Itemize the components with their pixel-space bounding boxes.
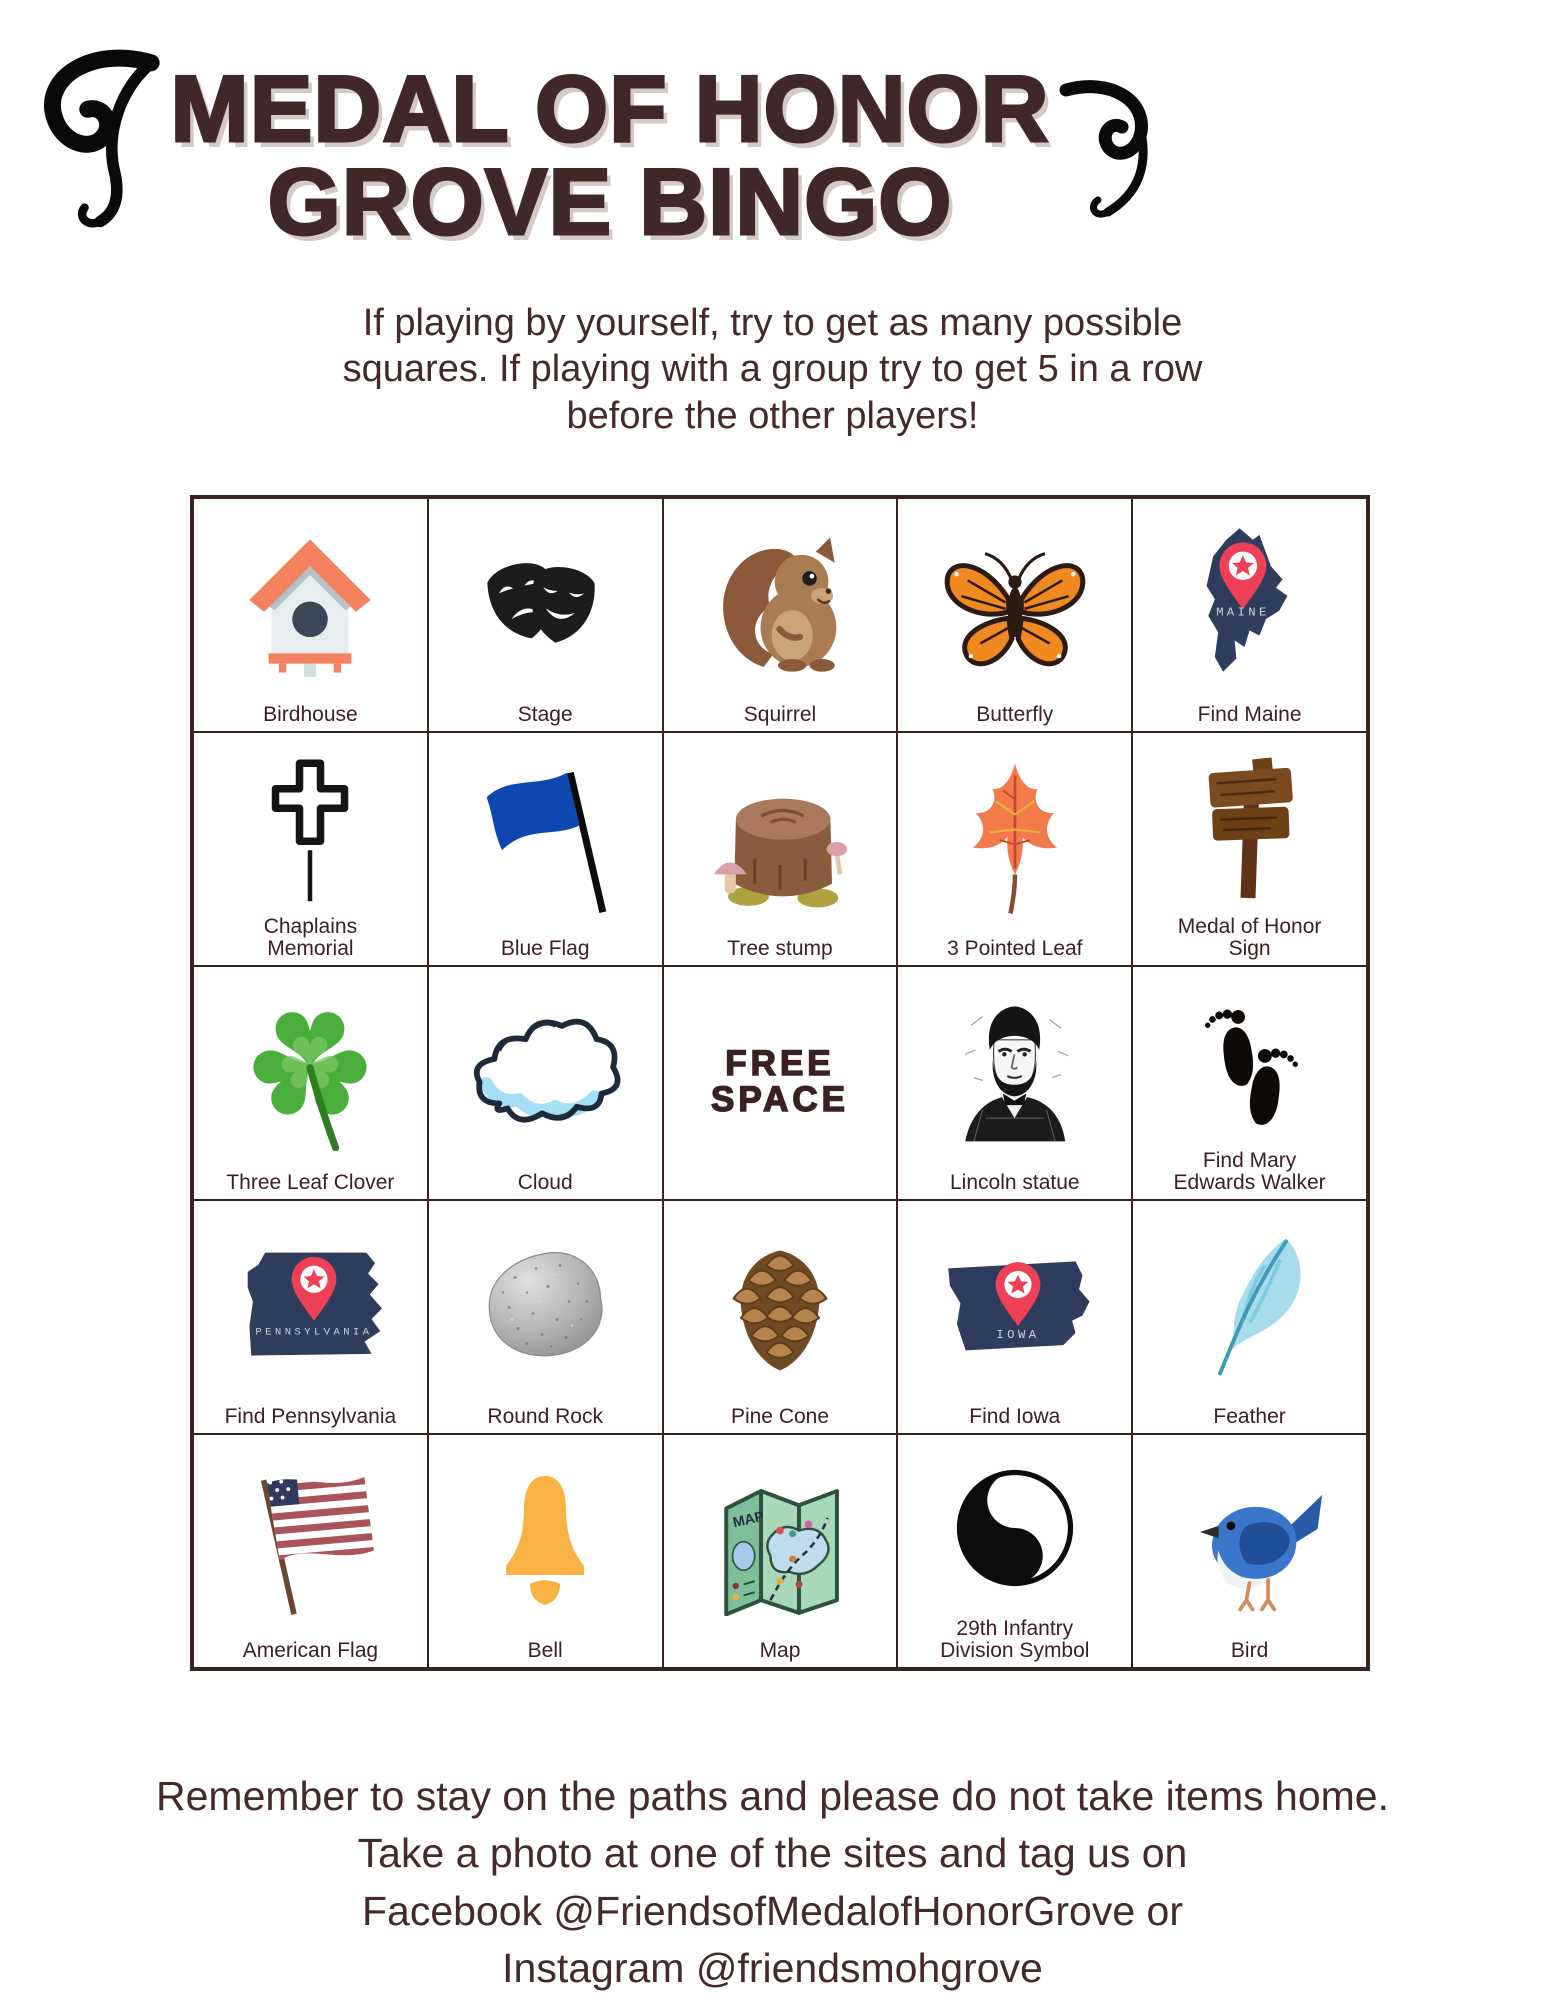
cell-label: Stage <box>517 703 573 727</box>
free-space-text <box>710 1043 849 1119</box>
bingo-cell-lincoln-statue <box>897 966 1132 1200</box>
footer-line1: Remember to stay on the paths and please do not take items home. <box>156 1773 1389 1819</box>
orange-leaf-icon <box>900 735 1129 938</box>
folded-map-icon <box>666 1437 895 1640</box>
maine-state-pin-icon <box>1135 501 1364 704</box>
cloud-icon <box>431 969 660 1172</box>
bingo-cell-blue-flag <box>428 732 663 966</box>
iowa-state-pin-icon <box>900 1203 1129 1406</box>
bingo-cell-butterfly <box>897 498 1132 732</box>
bingo-grid <box>190 495 1370 1671</box>
cell-label: Pine Cone <box>730 1405 830 1429</box>
bingo-cell-map <box>663 1434 898 1668</box>
page-title-line2: GROVE BINGO <box>267 149 953 255</box>
bingo-cell-chaplains-memorial <box>193 732 428 966</box>
intro-line3: before the other players! <box>566 394 979 437</box>
free-space-line1: FREE <box>725 1043 835 1083</box>
map-title-label: MAP <box>731 1508 766 1532</box>
cell-label: Find Mary Edwards Walker <box>1173 1149 1326 1195</box>
bingo-cell-cloud <box>428 966 663 1200</box>
bingo-cell-stage <box>428 498 663 732</box>
cell-label: Find Maine <box>1197 703 1302 727</box>
bingo-cell-find-mary-edwards-walker <box>1132 966 1367 1200</box>
intro-text <box>0 300 1545 439</box>
footer-line4: Instagram @friendsmohgrove <box>502 1945 1043 1992</box>
monarch-butterfly-icon <box>900 501 1129 704</box>
footprints-icon <box>1135 969 1364 1150</box>
bingo-cell-pine-cone <box>663 1200 898 1434</box>
bingo-cell-feather <box>1132 1200 1367 1434</box>
bingo-cell-birdhouse <box>193 498 428 732</box>
page-title-line1: MEDAL OF HONOR <box>170 56 1050 161</box>
iowa-label: IOWA <box>996 1327 1040 1342</box>
bingo-cell-round-rock <box>428 1200 663 1434</box>
cell-label: 29th Infantry Division Symbol <box>940 1617 1090 1663</box>
pine-cone-icon <box>666 1203 895 1406</box>
cell-label: Blue Flag <box>500 937 590 961</box>
cell-label: Butterfly <box>976 703 1054 727</box>
cell-label: Feather <box>1213 1405 1286 1429</box>
cell-label: Birdhouse <box>263 703 358 727</box>
american-flag-icon <box>196 1437 425 1640</box>
yin-yang-icon <box>900 1437 1129 1618</box>
birdhouse-icon <box>196 501 425 704</box>
cell-label: Cloud <box>517 1171 573 1195</box>
intro-line2: squares. If playing with a group try to get 5 in a row <box>342 348 1203 391</box>
bingo-cell-bird <box>1132 1434 1367 1668</box>
cross-icon <box>196 735 425 916</box>
wooden-sign-icon <box>1135 735 1364 916</box>
bingo-cell-find-maine <box>1132 498 1367 732</box>
cell-label: Squirrel <box>743 703 817 727</box>
bingo-cell-american-flag <box>193 1434 428 1668</box>
bingo-cell-find-pennsylvania <box>193 1200 428 1434</box>
intro-line1: If playing by yourself, try to get as many possible <box>362 302 1183 344</box>
bingo-cell-squirrel <box>663 498 898 732</box>
footer-text <box>0 1768 1545 1998</box>
feather-icon <box>1135 1203 1364 1406</box>
lincoln-portrait-icon <box>900 969 1129 1172</box>
cell-label: Lincoln statue <box>949 1171 1080 1195</box>
bingo-cell-29th-infantry <box>897 1434 1132 1668</box>
bingo-cell-three-leaf-clover <box>193 966 428 1200</box>
bingo-cell-tree-stump <box>663 732 898 966</box>
blue-flag-icon <box>431 735 660 938</box>
cell-label: Find Pennsylvania <box>224 1405 397 1429</box>
blue-bird-icon <box>1135 1437 1364 1640</box>
bingo-cell-find-iowa <box>897 1200 1132 1434</box>
bingo-cell-3-pointed-leaf <box>897 732 1132 966</box>
bell-icon <box>431 1437 660 1640</box>
cell-label: Medal of Honor Sign <box>1177 915 1322 961</box>
cell-label: Bird <box>1230 1639 1269 1663</box>
cell-label: Tree stump <box>727 937 833 961</box>
theater-masks-icon <box>431 501 660 704</box>
cell-label: Bell <box>527 1639 563 1663</box>
clover-icon <box>196 969 425 1172</box>
footer-line3: Facebook @FriendsofMedalofHonorGrove or <box>361 1887 1183 1934</box>
bingo-cell-bell <box>428 1434 663 1668</box>
cell-label: Round Rock <box>487 1405 603 1429</box>
maine-label: MAINE <box>1216 605 1270 620</box>
squirrel-icon <box>666 501 895 704</box>
cell-label: American Flag <box>242 1639 379 1663</box>
cell-label: Chaplains Memorial <box>263 915 358 961</box>
pennsylvania-state-pin-icon <box>196 1203 425 1406</box>
footer-line2: Take a photo at one of the sites and tag us on <box>357 1830 1188 1877</box>
cell-label: 3 Pointed Leaf <box>947 937 1083 961</box>
free-space-cell <box>663 966 898 1200</box>
header <box>95 56 1125 255</box>
cell-label: Three Leaf Clover <box>226 1171 395 1195</box>
cell-label: Map <box>759 1639 801 1663</box>
tree-stump-icon <box>666 735 895 938</box>
rock-icon <box>431 1203 660 1406</box>
pennsylvania-label: PENNSYLVANIA <box>255 1326 373 1339</box>
cell-label: Find Iowa <box>969 1405 1061 1429</box>
bingo-cell-medal-of-honor-sign <box>1132 732 1367 966</box>
free-space-line2: SPACE <box>710 1079 849 1119</box>
